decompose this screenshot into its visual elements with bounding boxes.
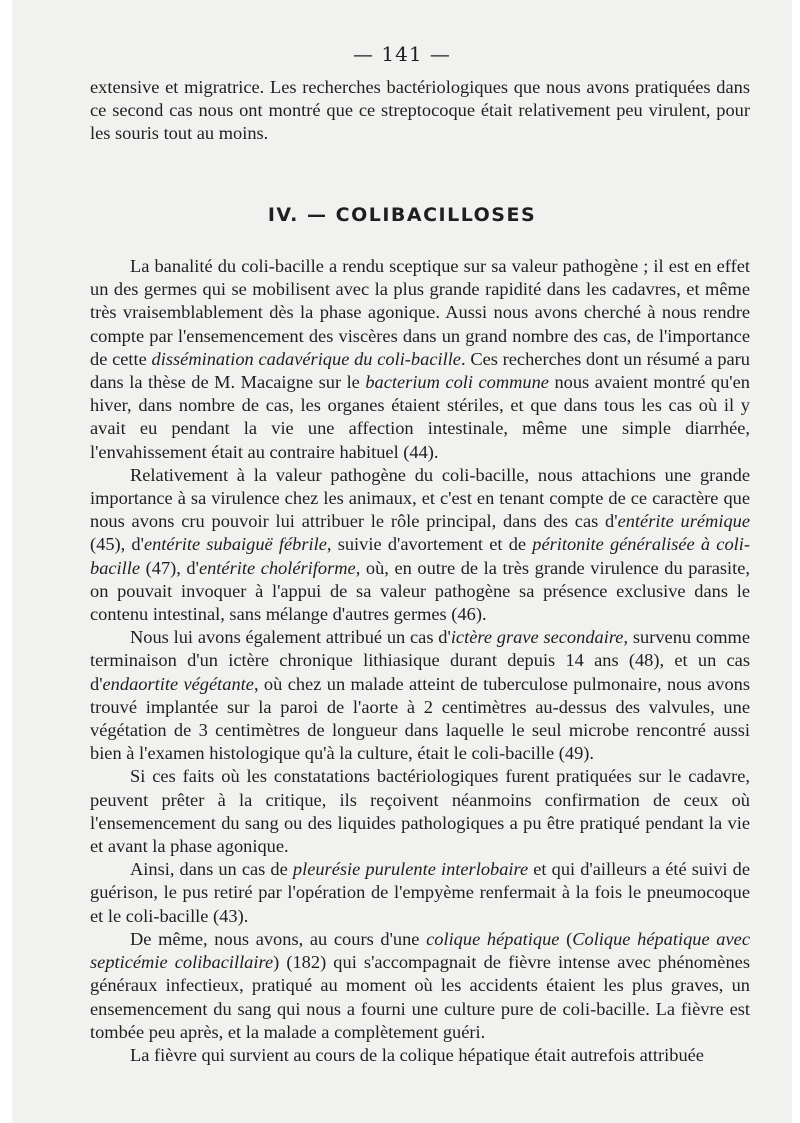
paragraph-4: Si ces faits où les constatations bactériologiques furent pratiquées sur le cadavre, peuvent prêter à la critique, ils reçoivent néanmoins confirmation de ceux où l'ensemencement du sang ou des liquides pathologiques a pu être pratiqué pendant la vie et avant la phase agonique.	[90, 766, 750, 857]
emphasis-text: pleurésie purulente interlobaire	[292, 859, 529, 880]
emphasis-text: entérite urémique	[617, 511, 750, 532]
section-title: COLIBACILLOSES	[335, 204, 537, 226]
paragraph-7: La fièvre qui survient au cours de la colique hépatique était autrefois attribuée	[130, 1044, 704, 1065]
page-number: — 141 —	[353, 42, 451, 66]
section-heading	[12, 204, 792, 226]
emphasis-text: entérite subaiguë fébrile	[143, 534, 327, 555]
emphasis-text: ictère grave secondaire	[450, 627, 624, 648]
emphasis-text: entérite cholériforme	[198, 557, 356, 578]
emphasis-text: bacterium coli commune	[365, 372, 549, 393]
paragraph-continuation: extensive et migratrice. Les recherches bactériologiques que nous avons pratiquées dans ce second cas nous ont montré que ce streptocoque était relativement peu virulent, pour les souris tout au moins.	[90, 77, 750, 144]
paragraph-3: Nous lui avons également attribué un cas d'ictère grave secondaire, survenu comme terminaison d'un ictère chronique lithiasique durant depuis 14 ans (48), et un cas d'endaortite végétante, où chez un malade atteint de tuberculose pulmonaire, nous avons trouvé implantée sur la paroi de l'aorte à 2 centimètres au-dessus des valvules, une végétation de 3 centimètres de longueur dans laquelle le seul microbe rencontré aussi bien à l'examen histologique qu'à la culture, était le coli-bacille (49).	[90, 627, 751, 764]
paragraph-2: Relativement à la valeur pathogène du coli-bacille, nous attachions une grande importance à sa virulence chez les animaux, et c'est en tenant compte de ce caractère que nous avons cru pouvoir lui attribuer le rôle principal, dans des cas d'entérite urémique (45), d'entérite subaiguë fébrile, suivie d'avortement et de péritonite généralisée à coli-bacille (47), d'entérite cholériforme, où, en outre de la très grande virulence du parasite, on pouvait invoquer à l'appui de sa valeur pathogène sa présence exclusive dans le contenu intestinal, sans mélange d'autres germes (46).	[90, 464, 751, 625]
top-paragraph-block	[90, 76, 750, 146]
emphasis-text: Colique hépatique avec septicémie colibacillaire	[90, 928, 750, 973]
emphasis-text: dissémination cadavérique du coli-bacille	[151, 348, 461, 369]
body-text	[90, 255, 750, 1067]
paragraph-6: De même, nous avons, au cours d'une colique hépatique (Colique hépatique avec septicémie colibacillaire) (182) qui s'accompagnait de fièvre intense avec phénomènes généraux infectieux, pratiqué au moment où les accidents étaient les plus graves, un ensemencement du sang qui nous a fourni une culture pure de coli-bacille. La fièvre est tombée peu après, et la malade a complètement guéri.	[90, 928, 750, 1042]
emphasis-text: péritonite généralisée à coli-bacille	[90, 534, 750, 578]
emphasis-text: colique hépatique	[426, 928, 560, 949]
section-numeral: IV.	[267, 204, 299, 226]
emphasis-text: endaortite végétante	[102, 673, 254, 694]
paragraph-5: Ainsi, dans un cas de pleurésie purulente interlobaire et qui d'ailleurs a été suivi de guérison, le pus retiré par l'opération de l'empyème renfermait à la fois le pneumocoque et le coli-bacille (43).	[90, 859, 750, 926]
paragraph-1: La banalité du coli-bacille a rendu sceptique sur sa valeur pathogène ; il est en effet un des germes qui se mobilisent avec la plus grande rapidité dans les cadavres, et même très vraisemblablement dès la phase agonique. Aussi nous avons cherché à nous rendre compte par l'ensemencement des viscères dans un grand nombre des cas, de l'importance de cette dissémination cadavérique du coli-bacille. Ces recherches dont un résumé a paru dans la thèse de M. Macaigne sur le bacterium coli commune nous avaient montré qu'en hiver, dans nombre de cas, les organes étaient stériles, et que dans tous les cas où il y avait eu pendant la vie une affection intestinale, même une simple diarrhée, l'envahissement était au contraire habituel (44).	[90, 256, 750, 462]
section-dash: —	[307, 204, 328, 226]
